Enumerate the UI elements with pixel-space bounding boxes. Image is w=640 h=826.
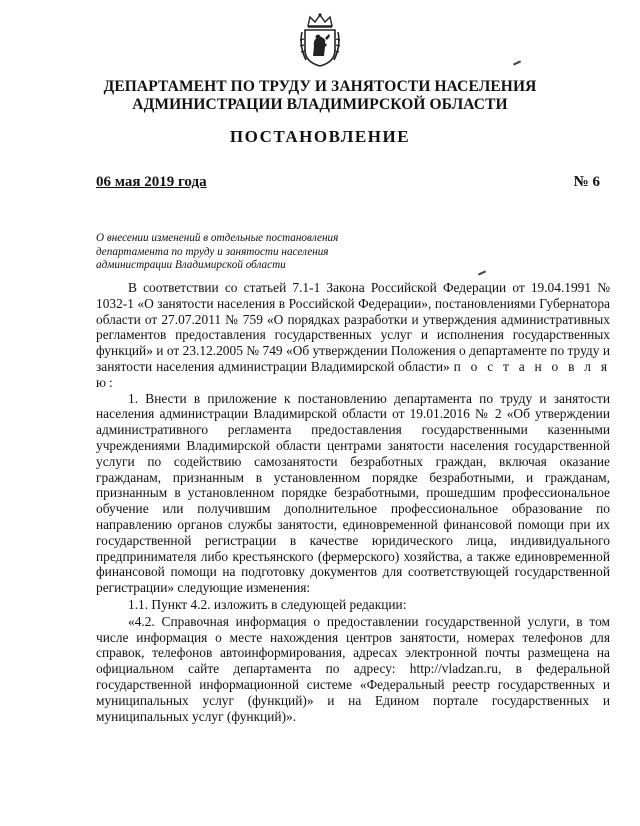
scan-mark xyxy=(478,270,486,275)
department-title xyxy=(0,78,640,114)
preamble-paragraph xyxy=(96,280,610,391)
resolution-keyword: п о с т а н о в л я ю: xyxy=(96,358,610,390)
department-title-line1: ДЕПАРТАМЕНТ ПО ТРУДУ И ЗАНЯТОСТИ НАСЕЛЕНИЯ xyxy=(103,78,537,95)
document-number: № 6 xyxy=(573,174,600,190)
department-title-line2: АДМИНИСТРАЦИИ ВЛАДИМИРСКОЙ ОБЛАСТИ xyxy=(132,96,508,113)
scan-mark xyxy=(513,60,521,65)
item-4-2-paragraph: «4.2. Справочная информация о предоставлении государственной услуги, в том числе информация о месте нахождения центров занятости, номерах телефонов для справок, телефонов автоинформирования, адресах электронной почты размещена на официальном сайте департамента по адресу: http://vladzan.ru, в федеральной государственной информационной системе «Федеральный реестр государственных и муниципальных услуг (функций)» и на Едином портале государственных и муниципальных услуг (функций)». xyxy=(96,613,610,724)
document-type: ПОСТАНОВЛЕНИЕ xyxy=(229,127,411,146)
item-1-paragraph: 1. Внести в приложение к постановлению департамента по труду и занятости населения администрации Владимирской области от 19.01.2016 № 2 «Об утверждении административного регламента предоставления государственными казенными учреждениями Владимирской области центрами занятости населения государственной услуги по содействию самозанятости безработных граждан, включая оказание гражданам, признанным в установленном порядке безработными, и гражданам, признанным в установленном порядке безработными, прошедшим профессиональное обучение или получившим дополнительное профессиональное образование по направлению органов службы занятости, единовременной финансовой помощи при их государственной регистрации в качестве юридического лица, индивидуального предпринимателя либо крестьянского (фермерского) хозяйства, а также единовременной финансовой помощи на подготовку документов для соответствующей государственной регистрации» следующие изменения: xyxy=(96,390,610,596)
document-body xyxy=(96,280,610,725)
coat-of-arms-icon xyxy=(298,12,342,68)
preamble-text: В соответствии со статьей 7.1-1 Закона Российской Федерации от 19.04.1991 № 1032-1 «О занятости населения в Российской Федерации», постановлениями Губернатора области от 27.07.2011 № 759 «О порядках разработки и утверждения административных регламентов предоставления государственных услуг и исполнения государственных функций» и от 23.12.2005 № 749 «Об утверждении Положения о департаменте по труду и занятости населения администрации Владимирской области» xyxy=(96,280,610,374)
item-1-1-paragraph: 1.1. Пункт 4.2. изложить в следующей редакции: xyxy=(128,596,407,612)
document-subject: О внесении изменений в отдельные постановления департамента по труду и занятости населения администрации Владимирской области xyxy=(96,232,339,271)
document-date: 06 мая 2019 года xyxy=(96,174,207,190)
